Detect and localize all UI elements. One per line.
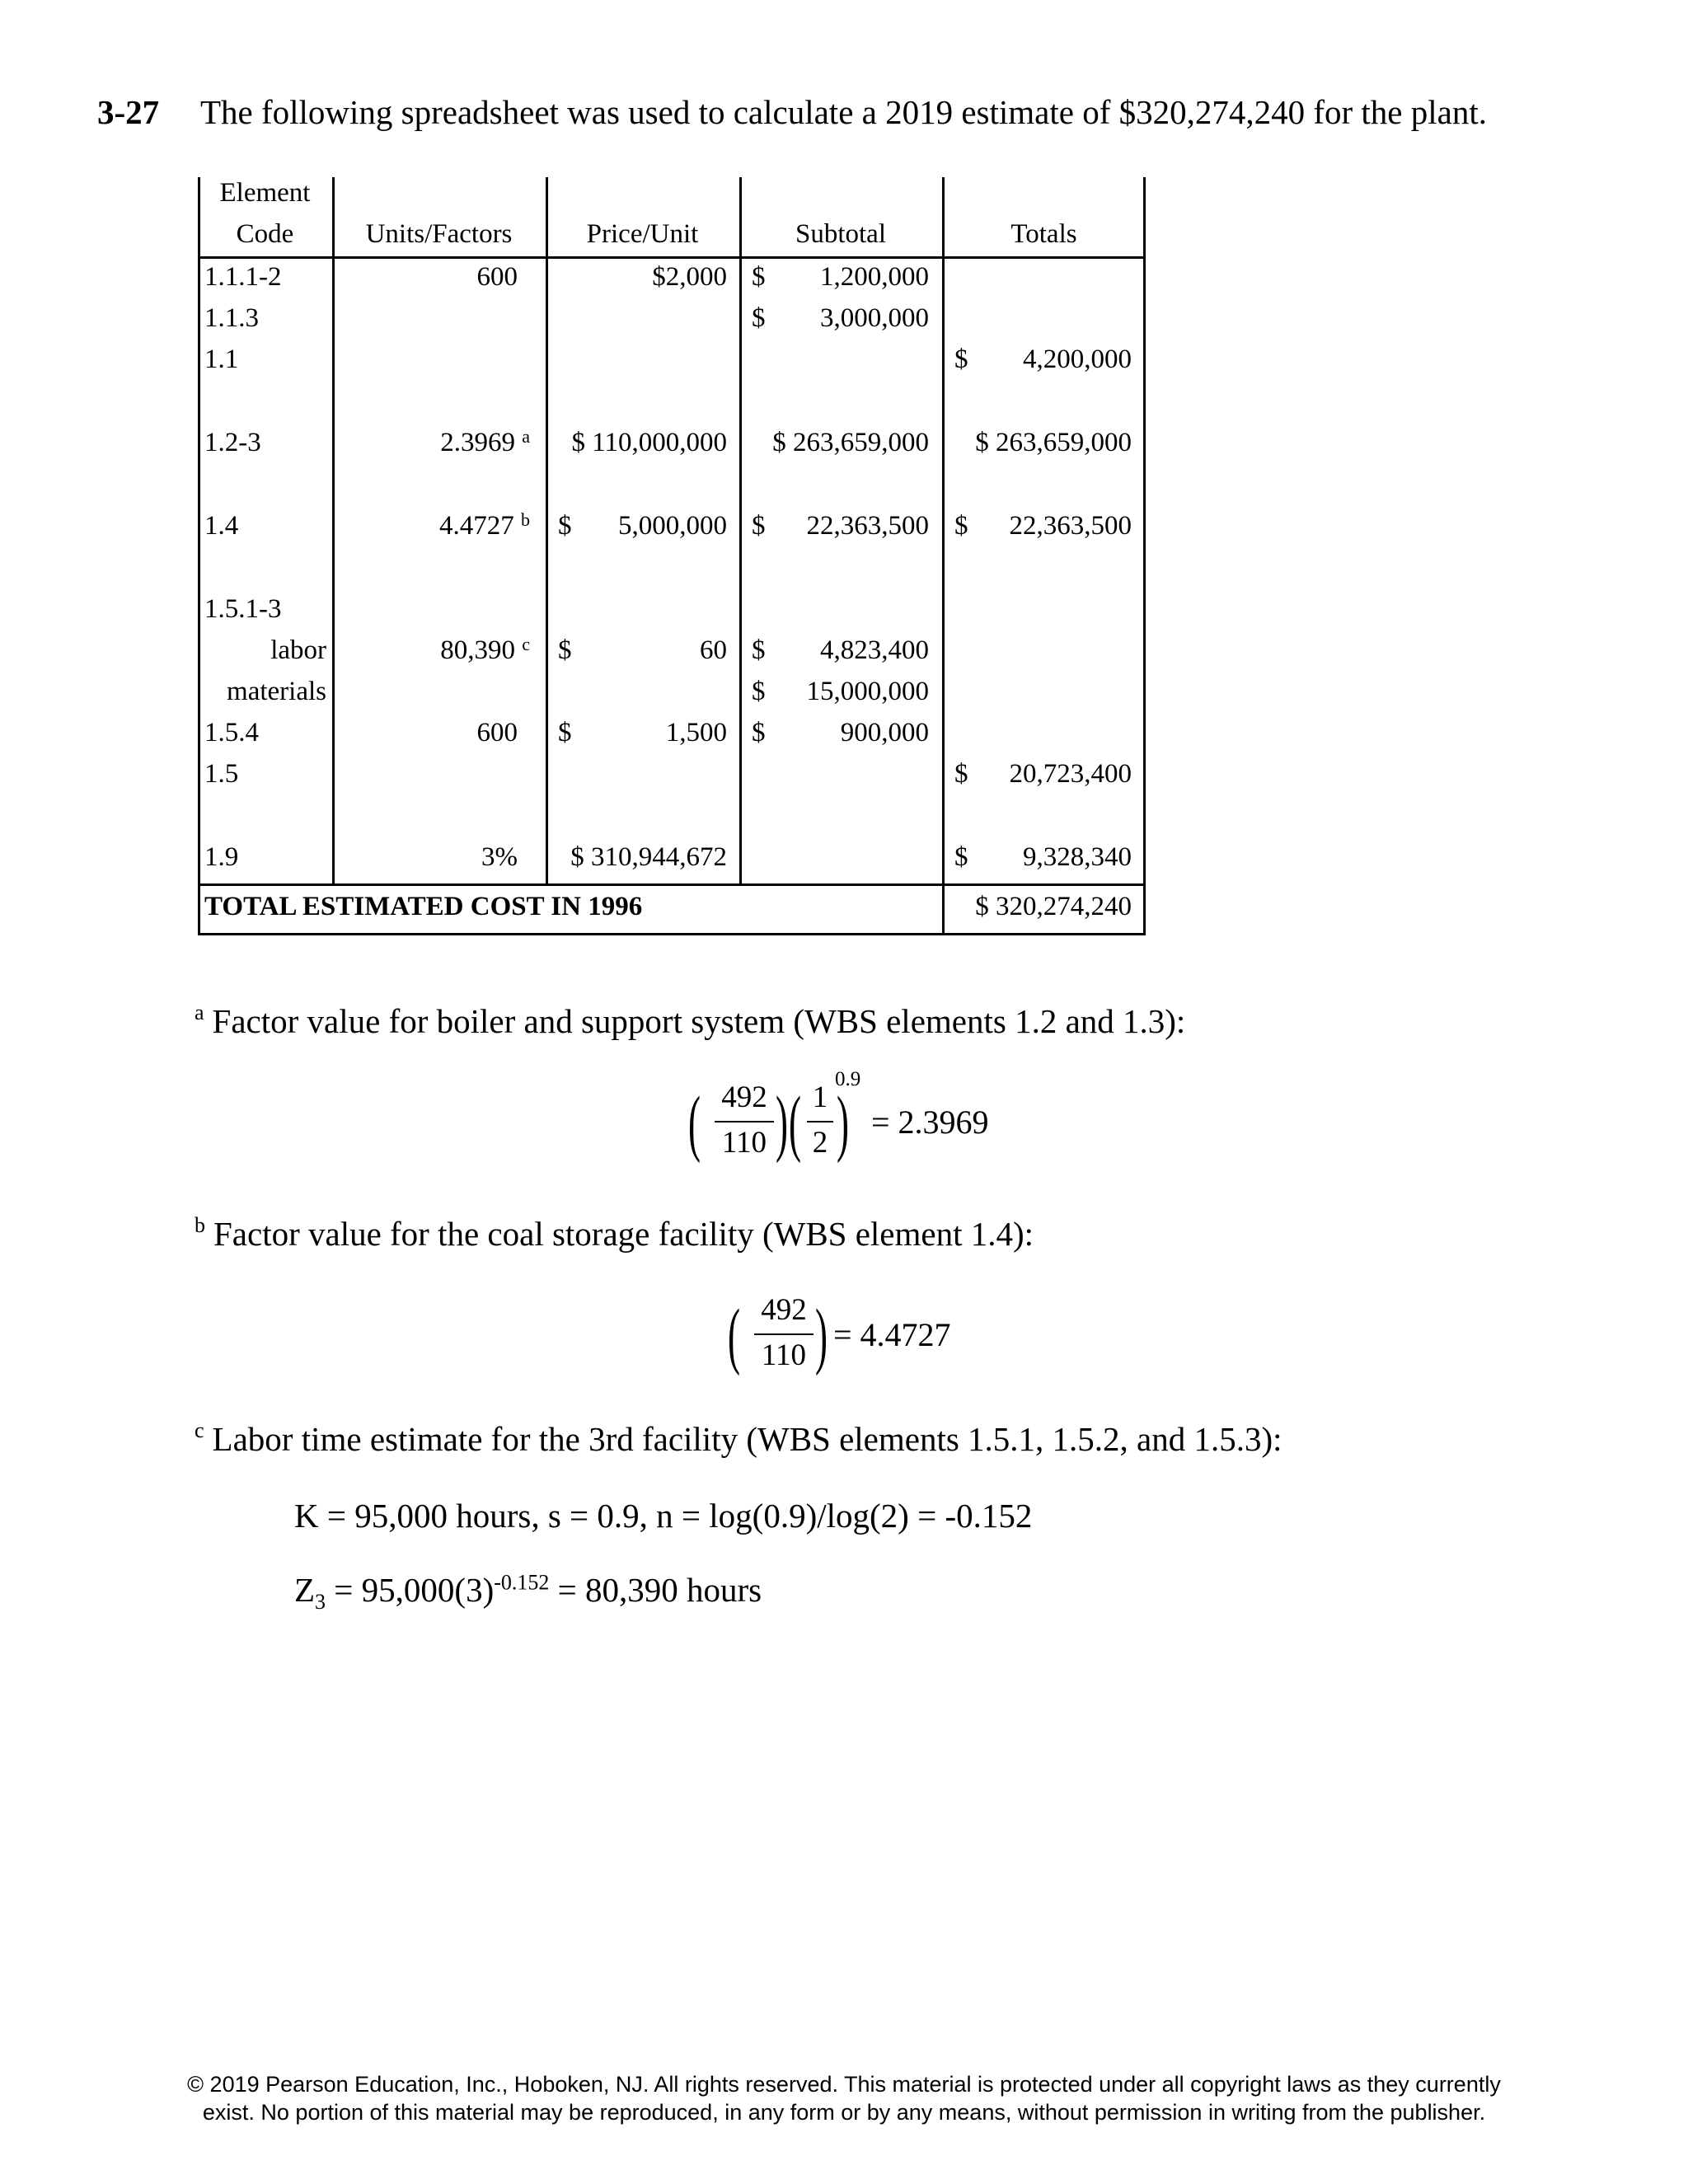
row-code: 1.5 [204, 759, 239, 789]
problem-number: 3-27 [97, 93, 160, 131]
footnote-a [195, 1001, 1185, 1041]
row-subtotal-sign: $ [752, 718, 766, 748]
footnote-text: Factor value for boiler and support system (WBS elements 1.2 and 1.3): [212, 1002, 1186, 1040]
row-subtotal: 1,200,000 [820, 262, 929, 292]
row-subtotal-sign: $ [752, 635, 766, 665]
labor-params-line: K = 95,000 hours, s = 0.9, n = log(0.9)/log(2) = -0.152 [294, 1497, 1033, 1535]
footnote-b [195, 1214, 1034, 1254]
row-price-sign: $ [558, 718, 572, 748]
row-code: 1.5.1-3 [204, 594, 282, 624]
problem-heading [97, 92, 1487, 132]
row-code: 1.9 [204, 842, 239, 872]
denominator: 110 [721, 1126, 767, 1160]
row-code: 1.5.4 [204, 718, 259, 748]
fraction-bar [715, 1121, 774, 1122]
row-price-sign: $ [558, 635, 572, 665]
row-price: $ 310,944,672 [570, 842, 727, 872]
row-price-sign: $ [558, 511, 572, 541]
row-price: $2,000 [652, 262, 727, 292]
row-price: 5,000,000 [618, 511, 727, 541]
footnote-c [195, 1419, 1282, 1459]
row-code: materials [227, 677, 326, 706]
row-units: 3% [481, 842, 518, 872]
row-subtotal: 900,000 [840, 718, 929, 748]
row-total-sign: $ [954, 344, 968, 374]
numerator: 492 [721, 1080, 767, 1114]
copyright-line: exist. No portion of this material may be reproduced, in any form or by any means, without permission in writing from the publisher. [202, 2100, 1486, 2125]
row-code: labor [270, 635, 326, 665]
table-border-left [198, 177, 200, 935]
header-code: Code [236, 219, 294, 249]
footnote-mark: a [195, 1001, 204, 1024]
grand-total-label: TOTAL ESTIMATED COST IN 1996 [204, 892, 643, 921]
exponent: 0.9 [835, 1068, 861, 1090]
header-element: Element [219, 178, 311, 208]
footnote-mark: c [195, 1418, 204, 1442]
header-totals: Totals [1010, 219, 1077, 249]
row-units: 600 [476, 262, 518, 292]
row-code: 1.2-3 [204, 428, 261, 457]
result: = 2.3969 [871, 1104, 989, 1141]
footnote-text: Factor value for the coal storage facility (WBS element 1.4): [213, 1215, 1034, 1253]
row-total-sign: $ [954, 759, 968, 789]
numerator: 1 [812, 1080, 828, 1114]
equation-b [728, 1292, 992, 1399]
result: = 4.4727 [833, 1316, 951, 1353]
footnote-ref: a [522, 426, 530, 447]
row-code: 1.1 [204, 344, 239, 374]
row-total: 9,328,340 [1023, 842, 1132, 872]
right-paren: ) [776, 1082, 788, 1164]
row-total: 22,363,500 [1009, 511, 1132, 541]
footnote-mark: b [195, 1213, 205, 1237]
header-price-unit: Price/Unit [586, 219, 699, 249]
row-units: 600 [476, 718, 518, 748]
labor-result-line: $Z_3 = 95,000(3)^{-0.152} = 80,390$ hours [294, 1570, 762, 1615]
row-subtotal: 4,823,400 [820, 635, 929, 665]
table-border-right [1143, 177, 1146, 935]
row-total: 20,723,400 [1009, 759, 1132, 789]
row-subtotal: 15,000,000 [806, 677, 929, 706]
fraction [804, 1080, 837, 1160]
copyright-line: © 2019 Pearson Education, Inc., Hoboken, NJ. All rights reserved. This material is protected under all copyright laws as they currently [187, 2072, 1501, 2097]
footnote-text: Labor time estimate for the 3rd facility (WBS elements 1.5.1, 1.5.2, and 1.5.3): [212, 1420, 1282, 1458]
denominator: 110 [761, 1338, 807, 1372]
cost-spreadsheet [198, 177, 1146, 935]
footnote-ref: c [522, 634, 530, 654]
row-price: 60 [700, 635, 727, 665]
row-subtotal-sign: $ [752, 303, 766, 333]
row-units: 2.3969 $^a$ [440, 426, 530, 457]
equation-a [688, 1068, 1018, 1187]
header-subtotal: Subtotal [795, 219, 886, 249]
row-subtotal-sign: $ [752, 511, 766, 541]
copyright-notice [0, 2070, 1688, 2126]
row-total: $ 263,659,000 [975, 428, 1132, 457]
footnote-ref: b [521, 509, 530, 530]
row-price: 1,500 [665, 718, 727, 748]
fraction-bar [754, 1333, 814, 1335]
row-subtotal-sign: $ [752, 677, 766, 706]
row-units: 80,390 $^c$ [440, 634, 530, 665]
row-price: $ 110,000,000 [571, 428, 727, 457]
row-code: 1.1.1-2 [204, 262, 282, 292]
row-subtotal: $ 263,659,000 [772, 428, 929, 457]
fraction [711, 1080, 777, 1160]
row-code: 1.4 [204, 511, 239, 541]
row-code: 1.1.3 [204, 303, 259, 333]
right-paren: ) [837, 1082, 849, 1164]
numerator: 492 [761, 1293, 807, 1327]
fraction [751, 1292, 817, 1373]
row-total: 4,200,000 [1023, 344, 1132, 374]
grand-total-value: $ 320,274,240 [975, 892, 1132, 921]
row-subtotal-sign: $ [752, 262, 766, 292]
right-paren: ) [815, 1295, 828, 1376]
row-subtotal: 22,363,500 [806, 511, 929, 541]
row-units: 4.4727 $^b$ [439, 509, 530, 541]
row-subtotal: 3,000,000 [820, 303, 929, 333]
denominator: 2 [812, 1126, 828, 1160]
table-col-divider [942, 177, 945, 935]
problem-statement: The following spreadsheet was used to calculate a 2019 estimate of $320,274,240 for the plant. [200, 93, 1487, 131]
row-total-sign: $ [954, 842, 968, 872]
left-paren: ( [789, 1082, 801, 1164]
fraction-bar [807, 1121, 833, 1122]
table-bottom-rule [198, 933, 1146, 935]
left-paren: ( [688, 1082, 701, 1164]
left-paren: ( [728, 1295, 740, 1376]
row-total-sign: $ [954, 511, 968, 541]
header-units-factors: Units/Factors [365, 219, 513, 249]
